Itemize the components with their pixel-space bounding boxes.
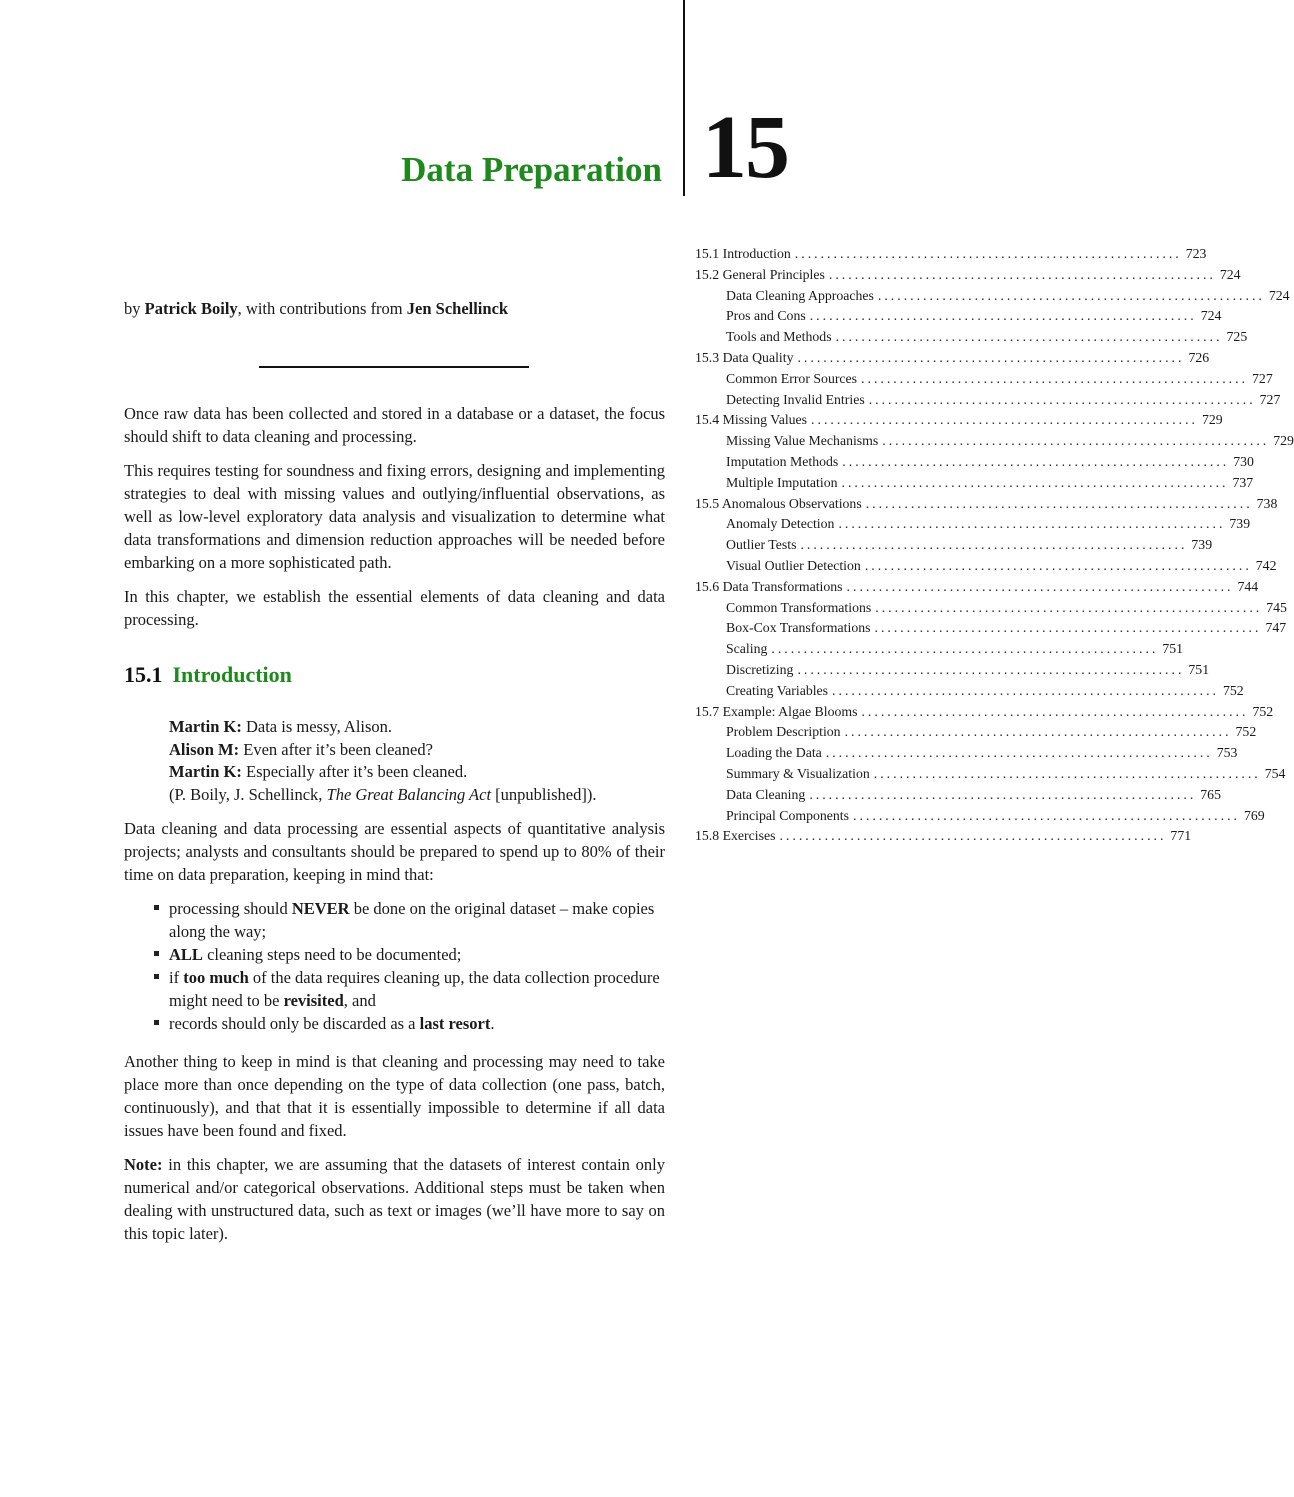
byline-prefix: by xyxy=(124,299,145,318)
quote-line xyxy=(169,761,665,784)
toc-leader-dots: ............................................................ xyxy=(844,724,1232,740)
toc-entry[interactable] xyxy=(695,410,1223,431)
toc-entry-label: Loading the Data xyxy=(726,745,822,761)
byline-middle: , with contributions from xyxy=(237,299,407,318)
toc-leader-dots: ............................................................ xyxy=(861,370,1249,386)
toc-entry-label: Visual Outlier Detection xyxy=(726,557,861,573)
quote-speaker: Martin K: xyxy=(169,762,242,781)
bullet-text: , and xyxy=(343,991,376,1010)
toc-entry-label: Multiple Imputation xyxy=(726,474,838,490)
chapter-divider-rule xyxy=(683,0,685,196)
bullet-text: of the data requires cleaning up, the data collection procedure might need to be xyxy=(169,968,660,1010)
toc-entry-label: Principal Components xyxy=(726,807,850,823)
toc-entry-page: 765 xyxy=(1200,786,1221,802)
toc-entry-page: 771 xyxy=(1170,828,1192,844)
quote-text: Even after it’s been cleaned? xyxy=(239,739,433,759)
toc-leader-dots: ............................................................ xyxy=(842,453,1230,469)
toc-entry-label: Anomaly Detection xyxy=(726,516,835,532)
bullet-emphasis: NEVER xyxy=(291,899,350,918)
toc-entry[interactable] xyxy=(695,390,1281,411)
quote-text: Especially after it’s been cleaned. xyxy=(241,762,468,781)
intro-paragraph: In this chapter, we establish the essential elements of data cleaning and data processing. xyxy=(124,587,665,629)
byline-contributor: Jen Schellinck xyxy=(406,299,509,318)
bullet-text: records should only be discarded as a xyxy=(169,1014,420,1033)
body-paragraph: Data cleaning and data processing are essential aspects of quantitative analysis projects; analysts and consultants should be prepared to spend up to 80% of their time on data preparation, keeping in mind that: xyxy=(124,819,665,884)
toc-leader-dots: ............................................................ xyxy=(832,682,1219,698)
toc-entry-page: 752 xyxy=(1235,724,1257,740)
toc-leader-dots: ............................................................ xyxy=(864,557,1252,573)
toc-leader-dots: ............................................................ xyxy=(841,474,1229,490)
bullet-list xyxy=(124,897,665,1035)
toc-entry-label: Scaling xyxy=(726,641,768,657)
section-heading xyxy=(124,662,665,688)
toc-entry-page: 754 xyxy=(1264,765,1286,781)
bullet-text: be done on the original dataset – make copies along the way; xyxy=(169,899,655,941)
toc-leader-dots: ............................................................ xyxy=(771,641,1159,657)
toc-entry[interactable] xyxy=(695,639,1184,660)
toc-leader-dots: ............................................................ xyxy=(797,661,1185,677)
toc-leader-dots: ............................................................ xyxy=(868,391,1256,407)
bullet-emphasis: too much xyxy=(183,968,249,987)
toc-leader-dots: ............................................................ xyxy=(809,786,1197,802)
section-number: 15.1 xyxy=(124,662,163,687)
toc-entry-page: 745 xyxy=(1266,599,1287,615)
bullet-item xyxy=(154,897,665,943)
toc-leader-dots: ............................................................ xyxy=(825,745,1213,761)
quote-text: Data is messy, Alison. xyxy=(241,717,393,736)
toc-entry[interactable] xyxy=(695,806,1265,827)
toc-leader-dots: ............................................................ xyxy=(779,828,1167,844)
toc-leader-dots: ............................................................ xyxy=(873,765,1261,781)
toc-entry[interactable] xyxy=(695,306,1222,327)
toc-entry-label: Creating Variables xyxy=(726,682,829,698)
toc-entry-label: 15.1 Introduction xyxy=(695,246,791,261)
toc-entry[interactable] xyxy=(695,286,1290,307)
toc-leader-dots: ............................................................ xyxy=(828,266,1216,282)
toc-leader-dots: ............................................................ xyxy=(835,329,1223,345)
toc-entry-label: Discretizing xyxy=(726,661,794,677)
toc-entry-page: 729 xyxy=(1202,412,1223,428)
byline-author: Patrick Boily xyxy=(144,299,238,318)
toc-entry-page: 738 xyxy=(1256,495,1278,511)
toc-entry-label: Data Cleaning xyxy=(726,786,806,802)
bullet-item xyxy=(154,1012,665,1035)
toc-entry[interactable] xyxy=(695,764,1286,785)
toc-entry[interactable] xyxy=(695,369,1273,390)
toc-entry-page: 725 xyxy=(1226,329,1248,345)
byline-separator xyxy=(259,366,529,368)
toc-entry[interactable] xyxy=(695,494,1278,515)
toc-entry-page: 724 xyxy=(1219,266,1241,282)
toc-leader-dots: ............................................................ xyxy=(861,703,1249,719)
toc-entry[interactable] xyxy=(695,244,1207,265)
toc-entry[interactable] xyxy=(695,618,1287,639)
toc-entry-label: 15.3 Data Quality xyxy=(695,349,794,365)
quote-citation xyxy=(169,784,665,807)
toc-entry-label: Box-Cox Transformations xyxy=(726,620,871,636)
toc-entry-label: 15.8 Exercises xyxy=(695,828,776,844)
toc-entry[interactable] xyxy=(695,452,1254,473)
toc-leader-dots: ............................................................ xyxy=(846,578,1234,594)
toc-entry[interactable] xyxy=(695,348,1210,369)
toc-leader-dots: ............................................................ xyxy=(865,495,1253,511)
toc-entry[interactable] xyxy=(695,826,1192,847)
toc-entry-label: Tools and Methods xyxy=(726,329,832,345)
intro-paragraph: This requires testing for soundness and fixing errors, designing and implementing strategies to deal with missing values and outlying/influential observations, as well as low-level exploratory data analysis and visualization to determine what data transformations and dimension reduction approaches will be needed before embarking on a more sophisticated path. xyxy=(124,461,665,572)
toc-entry-label: 15.2 General Principles xyxy=(695,266,825,282)
toc-leader-dots: ............................................................ xyxy=(800,537,1188,553)
toc-entry-page: 752 xyxy=(1223,682,1244,698)
epigraph-quote xyxy=(169,716,665,806)
toc-entry-page: 727 xyxy=(1252,370,1273,386)
quote-speaker: Alison M: xyxy=(169,739,240,759)
toc-entry[interactable] xyxy=(695,473,1254,494)
bullet-emphasis: revisited xyxy=(283,991,344,1010)
byline xyxy=(124,299,508,319)
section-title: Introduction xyxy=(172,662,292,687)
toc-entry-label: Data Cleaning Approaches xyxy=(726,287,874,303)
toc-entry-page: 729 xyxy=(1273,433,1294,449)
bullet-text: if xyxy=(169,968,184,987)
toc-leader-dots: ............................................................ xyxy=(874,620,1262,636)
toc-entry-page: 769 xyxy=(1243,807,1265,823)
citation-work: The Great Balancing Act xyxy=(326,784,492,804)
quote-speaker: Martin K: xyxy=(169,717,242,736)
chapter-title: Data Preparation xyxy=(401,150,662,189)
toc-entry-page: 739 xyxy=(1229,516,1251,532)
note-paragraph xyxy=(124,1153,665,1245)
toc-leader-dots: ............................................................ xyxy=(877,287,1265,303)
toc-entry-page: 737 xyxy=(1232,474,1254,490)
toc-leader-dots: ............................................................ xyxy=(797,349,1185,365)
toc-leader-dots: ............................................................ xyxy=(838,516,1226,532)
toc-entry-page: 751 xyxy=(1162,641,1184,657)
toc-entry[interactable] xyxy=(695,514,1251,535)
main-text xyxy=(124,402,665,1256)
toc-entry-label: 15.6 Data Transformations xyxy=(695,578,843,594)
toc-entry-page: 747 xyxy=(1265,620,1287,636)
toc-entry-label: Common Error Sources xyxy=(726,370,858,386)
toc-entry-label: Missing Value Mechanisms xyxy=(726,433,879,449)
toc-entry[interactable] xyxy=(695,743,1238,764)
bullet-text: cleaning steps need to be documented; xyxy=(202,945,462,964)
toc-leader-dots: ............................................................ xyxy=(875,599,1263,615)
toc-entry-page: 742 xyxy=(1255,557,1277,573)
toc-entry-page: 724 xyxy=(1200,308,1222,324)
bullet-text: processing should xyxy=(169,899,292,918)
toc-entry-label: Outlier Tests xyxy=(726,537,797,553)
toc-entry-page: 727 xyxy=(1259,391,1281,407)
toc-entry-label: Pros and Cons xyxy=(726,308,806,324)
quote-line xyxy=(169,739,665,762)
toc-leader-dots: ............................................................ xyxy=(811,412,1198,428)
toc-entry-page: 730 xyxy=(1233,453,1254,469)
toc-entry-page: 726 xyxy=(1188,349,1210,365)
toc-entry[interactable] xyxy=(695,660,1210,681)
toc-entry-label: Problem Description xyxy=(726,724,841,740)
note-text: in this chapter, we are assuming that the datasets of interest contain only numerical and/or categorical observations. Additional steps must be taken when dealing with unstructured data, such as text or images (we’ll have more to say on this topic later). xyxy=(124,1155,665,1243)
toc-leader-dots: ............................................................ xyxy=(882,433,1270,449)
chapter-number: 15 xyxy=(702,98,788,197)
toc-entry-page: 744 xyxy=(1237,578,1259,594)
citation-pre: (P. Boily, J. Schellinck, xyxy=(169,784,327,804)
chapter-toc xyxy=(695,244,1294,847)
bullet-item xyxy=(154,943,665,966)
toc-entry[interactable] xyxy=(695,327,1248,348)
toc-leader-dots: ............................................................ xyxy=(809,308,1197,324)
toc-entry[interactable] xyxy=(695,265,1241,286)
toc-entry-page: 753 xyxy=(1216,745,1238,761)
toc-entry[interactable] xyxy=(695,431,1294,452)
toc-entry-page: 724 xyxy=(1268,287,1290,303)
toc-entry[interactable] xyxy=(695,577,1259,598)
quote-line xyxy=(169,716,665,739)
toc-entry[interactable] xyxy=(695,598,1287,619)
body-paragraph: Another thing to keep in mind is that cleaning and processing may need to take place more than once depending on the type of data collection (one pass, batch, continuously), and that that it is essentially impossible to determine if all data issues have been found and fixed. xyxy=(124,1052,665,1140)
toc-entry-page: 723 xyxy=(1185,246,1207,261)
bullet-emphasis: last resort xyxy=(419,1014,491,1033)
toc-entry[interactable] xyxy=(695,535,1213,556)
toc-entry[interactable] xyxy=(695,722,1257,743)
toc-entry-page: 739 xyxy=(1191,537,1213,553)
bullet-text: . xyxy=(490,1014,495,1033)
toc-leader-dots: ............................................................ xyxy=(853,807,1240,823)
toc-entry[interactable] xyxy=(695,681,1244,702)
toc-entry-label: Common Transformations xyxy=(726,599,872,615)
toc-entry-label: Summary & Visualization xyxy=(726,765,870,781)
toc-entry[interactable] xyxy=(695,556,1277,577)
toc-entry-label: 15.4 Missing Values xyxy=(695,412,808,428)
toc-entry-label: Detecting Invalid Entries xyxy=(726,391,865,407)
bullet-item xyxy=(154,966,665,1012)
toc-entry[interactable] xyxy=(695,785,1221,806)
toc-entry-page: 752 xyxy=(1252,703,1274,719)
bullet-emphasis: ALL xyxy=(169,945,203,964)
intro-paragraph: Once raw data has been collected and stored in a database or a dataset, the focus should shift to data cleaning and processing. xyxy=(124,404,665,446)
toc-entry-label: 15.7 Example: Algae Blooms xyxy=(695,703,858,719)
toc-leader-dots: ............................................................ xyxy=(794,246,1182,261)
toc-entry-label: 15.5 Anomalous Observations xyxy=(695,495,862,511)
toc-entry-page: 751 xyxy=(1188,661,1210,677)
citation-post: [unpublished]). xyxy=(491,784,597,804)
toc-entry-label: Imputation Methods xyxy=(726,453,839,469)
note-label: Note: xyxy=(124,1155,163,1174)
toc-entry[interactable] xyxy=(695,702,1274,723)
